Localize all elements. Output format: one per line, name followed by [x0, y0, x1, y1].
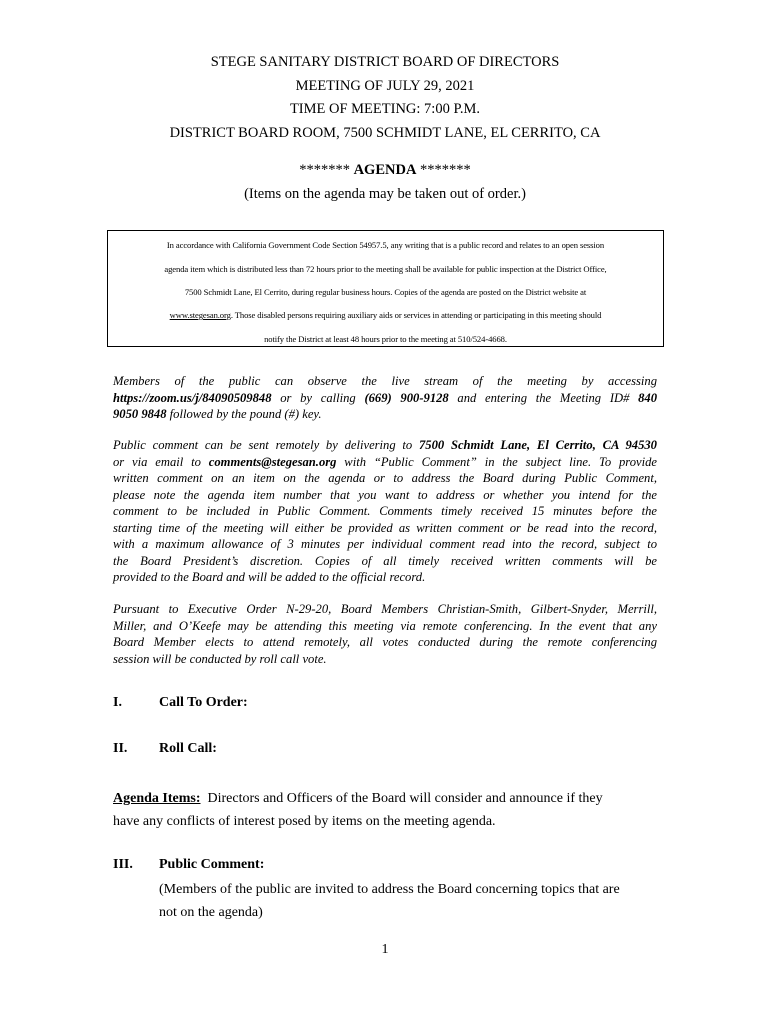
eo-line-2: Miller, and O’Keefe may be attending this meeting via remote conferencing. In the event that any: [113, 618, 657, 633]
eo-line-4: session will be conducted by roll call vote.: [113, 651, 327, 666]
public-records-notice: [107, 230, 664, 347]
pc-line-5: comment to be included in Public Comment. Comments timely received 15 minutes before the: [113, 504, 657, 518]
livestream-text: and entering the Meeting ID#: [448, 390, 639, 405]
notice-line-4: [108, 309, 663, 321]
pc-line-2: [113, 454, 657, 471]
pc-line-1: [113, 437, 657, 454]
meeting-time: TIME OF MEETING: 7:00 P.M.: [289, 101, 481, 117]
notice-line-3: 7500 Schmidt Lane, El Cerrito, during regular business hours. Copies of the agenda are posted on the District website at: [184, 287, 587, 297]
agenda-items-text: Directors and Officers of the Board will consider and announce if they: [200, 791, 603, 806]
meeting-id-part-1: 840: [638, 390, 658, 405]
pc-desc-line-2: not on the agenda): [159, 905, 263, 920]
pc-line-7: with a maximum allowance of 3 minutes per individual comment read into the record, subject to: [113, 537, 657, 551]
executive-order-paragraph: [113, 601, 657, 667]
livestream-line-1: Members of the public can observe the live stream of the meeting by accessing: [113, 374, 657, 388]
comments-email[interactable]: comments@stegesan.org: [208, 454, 337, 469]
livestream-text: followed by the pound (#) key.: [166, 407, 322, 421]
agenda-order-note: (Items on the agenda may be taken out of order.): [244, 186, 526, 202]
pc-text: Public comment can be sent remotely by delivering to: [113, 438, 419, 452]
zoom-link[interactable]: https://zoom.us/j/84090509848: [113, 390, 272, 405]
meeting-date: MEETING OF JULY 29, 2021: [295, 77, 475, 94]
website-link[interactable]: www.stegesan.org: [169, 310, 231, 320]
meeting-location: DISTRICT BOARD ROOM, 7500 SCHMIDT LANE, EL CERRITO, CA: [169, 124, 601, 141]
pc-desc-line-1: (Members of the public are invited to address the Board concerning topics that are: [159, 882, 620, 897]
public-comment-paragraph: [113, 437, 657, 586]
item-3-title: Public Comment:: [159, 857, 265, 872]
notice-line-2: agenda item which is distributed less than 72 hours prior to the meeting shall be available for public inspection at the District Office,: [164, 264, 607, 274]
eo-line-3: Board Member elects to attend remotely, all votes conducted during the remote conferencing: [113, 635, 657, 649]
agenda-word: AGENDA: [353, 162, 417, 178]
item-1-title: Call To Order:: [159, 695, 248, 710]
notice-line-1: In accordance with California Government Code Section 54957.5, any writing that is a public record and relates to an open session: [166, 240, 605, 250]
pc-line-8: the Board President’s discretion. Copies of all timely received written comments will be: [113, 553, 657, 568]
pc-line-3: written comment on an item on the agenda or to address the Board during Public Comment,: [113, 471, 657, 485]
item-3-number: III.: [113, 857, 133, 872]
meeting-header: [0, 51, 770, 145]
livestream-text: or by calling: [271, 390, 365, 405]
agenda-items-line-2: have any conflicts of interest posed by items on the meeting agenda.: [113, 814, 496, 829]
public-comment-description: [159, 878, 669, 924]
livestream-paragraph: [113, 373, 657, 423]
agenda-items-label: Agenda Items:: [113, 791, 201, 806]
livestream-line-3: [113, 406, 657, 423]
item-1-number: I.: [113, 695, 122, 710]
pc-line-6: starting time of the meeting will either be provided as written comment or be read into the record,: [113, 520, 657, 535]
pc-text: or via email to: [113, 454, 209, 469]
board-name: STEGE SANITARY DISTRICT BOARD OF DIRECTORS: [210, 54, 560, 70]
pc-line-4: please note the agenda item number that you want to address or whether you intend for the: [113, 487, 657, 502]
stars-right: *******: [420, 162, 471, 178]
district-address: 7500 Schmidt Lane, El Cerrito, CA 94530: [419, 438, 657, 452]
dial-in-number: (669) 900-9128: [364, 390, 449, 405]
pc-line-9: provided to the Board and will be added to the official record.: [113, 570, 426, 584]
livestream-line-2: [113, 390, 657, 407]
page-number: 1: [381, 942, 389, 957]
eo-line-1: Pursuant to Executive Order N-29-20, Board Members Christian-Smith, Gilbert-Snyder, Merrill,: [113, 602, 657, 616]
item-2-number: II.: [113, 741, 128, 756]
notice-line-4-text: . Those disabled persons requiring auxiliary aids or services in attending or participating in this meeting should: [230, 310, 602, 320]
pc-text: with “Public Comment” in the subject line. To provide: [336, 454, 658, 469]
meeting-id-part-2: 9050 9848: [113, 407, 167, 421]
item-2-title: Roll Call:: [159, 741, 217, 756]
stars-left: *******: [299, 162, 350, 178]
agenda-title: [0, 160, 770, 180]
agenda-items-line-1: [113, 787, 661, 810]
agenda-items-statement: [113, 787, 661, 833]
notice-line-5: notify the District at least 48 hours prior to the meeting at 510/524-4668.: [264, 334, 507, 344]
